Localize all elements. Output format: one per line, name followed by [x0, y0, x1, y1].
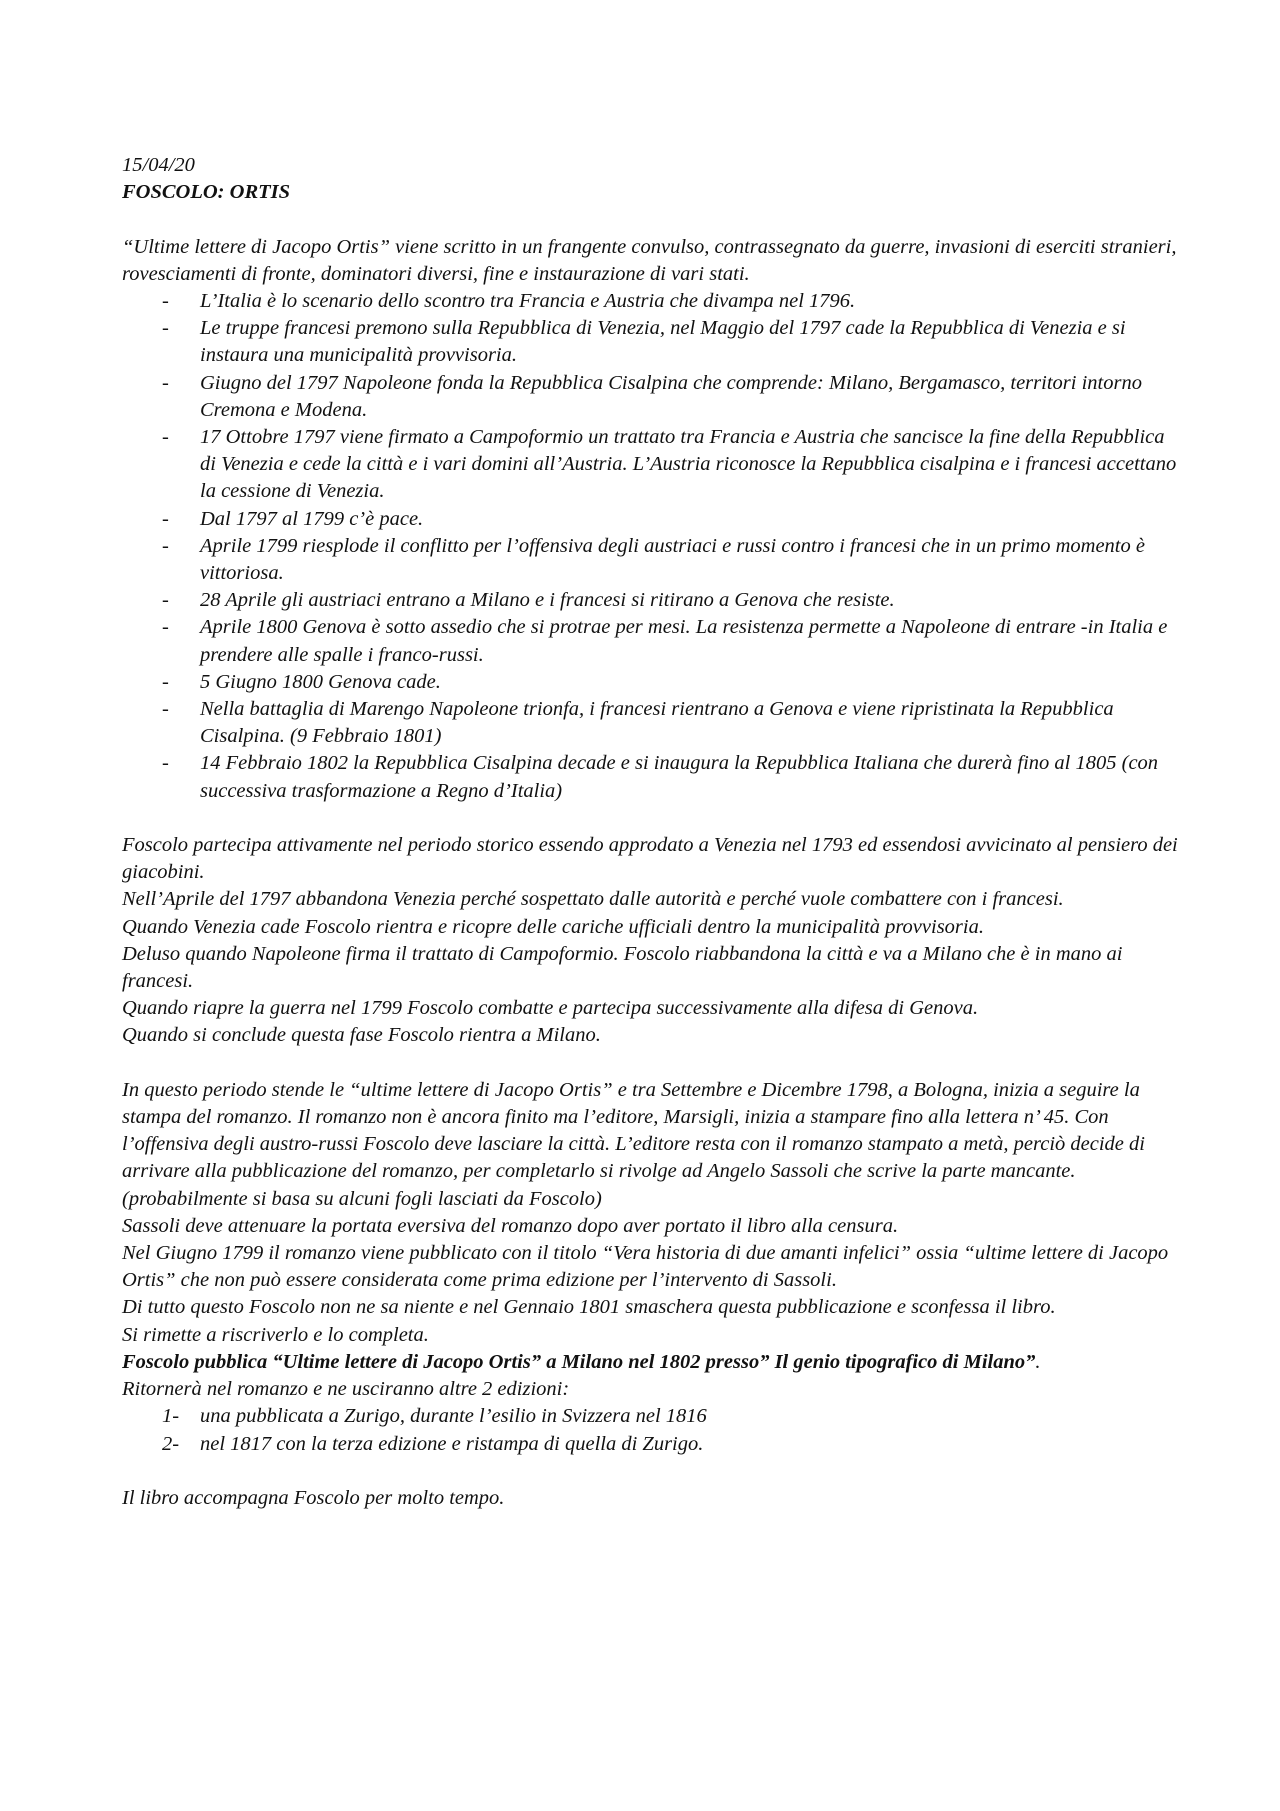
list-item [122, 614, 1182, 668]
list-item [122, 750, 1182, 804]
bullet-marker: - [162, 670, 169, 693]
event-text: Giugno del 1797 Napoleone fonda la Repubblica Cisalpina che comprende: Milano, Bergamasco, territori intorno Cremona e Modena. [200, 371, 1142, 421]
event-text: L’Italia è lo scenario dello scontro tra Francia e Austria che divampa nel 1796. [200, 290, 856, 312]
list-item [122, 1403, 1182, 1430]
bullet-marker: - [162, 426, 169, 449]
key-fact-trailing: . [1035, 1350, 1041, 1373]
bullet-marker: - [162, 507, 169, 530]
document-page [122, 152, 1182, 1512]
list-item [122, 315, 1182, 369]
list-item [122, 533, 1182, 587]
edition-text: nel 1817 con la terza edizione e ristampa di quella di Zurigo. [200, 1432, 704, 1455]
event-text: Aprile 1799 riesplode il conflitto per l’offensiva degli austriaci e russi contro i francesi che in un primo momento è vittoriosa. [200, 534, 1145, 585]
list-item [122, 669, 1182, 696]
biography-line: Deluso quando Napoleone firma il trattato di Campoformio. Foscolo riabbandona la città e va a Milano che è in mano ai francesi. [122, 942, 1123, 993]
spacer [122, 1458, 1182, 1485]
editions-intro: Ritornerà nel romanzo e ne usciranno altre 2 edizioni: [122, 1378, 570, 1401]
publication-paragraph: Si rimette a riscriverlo e lo completa. [122, 1323, 429, 1346]
publication-paragraph: In questo periodo stende le “ultime lettere di Jacopo Ortis” e tra Settembre e Dicembre 1798, a Bologna, inizia a seguire la stampa del romanzo. Il romanzo non è ancora finito ma l’editore, Marsigli, inizia a stampare fino alla lettera n’ 45. Con l’offensiva degli austro-russi Foscolo deve lasciare la città. L’editore resta con il romanzo stampato a metà, perciò decide di arrivare alla pubblicazione del romanzo, per completarlo si rivolge ad Angelo Sassoli che scrive la parte mancante. (probabilmente si basa su alcuni fogli lasciati da Foscolo) [122, 1078, 1145, 1210]
biography-line: Quando si conclude questa fase Foscolo rientra a Milano. [122, 1024, 601, 1047]
event-text: Le truppe francesi premono sulla Repubblica di Venezia, nel Maggio del 1797 cade la Repubblica di Venezia e si instaura una municipalità provvisoria. [200, 317, 1126, 367]
bullet-marker: - [162, 589, 169, 612]
publication-paragraph: Di tutto questo Foscolo non ne sa niente e nel Gennaio 1801 smaschera questa pubblicazione e sconfessa il libro. [122, 1296, 1056, 1319]
events-list [122, 288, 1182, 805]
biography-line: Quando riapre la guerra nel 1799 Foscolo combatte e partecipa successivamente alla difesa di Genova. [122, 997, 979, 1020]
event-text: Nella battaglia di Marengo Napoleone trionfa, i francesi rientrano a Genova e viene ripristinata la Repubblica Cisalpina. (9 Febbraio 1801) [200, 698, 1114, 748]
number-marker: 2- [162, 1432, 180, 1455]
list-item [122, 424, 1182, 506]
bullet-marker: - [162, 534, 169, 557]
spacer [122, 1050, 1182, 1077]
spacer [122, 206, 1182, 233]
number-marker: 1- [162, 1405, 180, 1428]
date-line: 15/04/20 [122, 154, 195, 176]
event-text: 28 Aprile gli austriaci entrano a Milano e i francesi si ritirano a Genova che resiste. [200, 589, 895, 612]
event-text: 14 Febbraio 1802 la Repubblica Cisalpina decade e si inaugura la Repubblica Italiana che durerà fino al 1805 (con successiva trasformazione a Regno d’Italia) [200, 752, 1159, 802]
editions-list [122, 1403, 1182, 1457]
event-text: 5 Giugno 1800 Genova cade. [200, 670, 441, 693]
bullet-marker: - [162, 290, 169, 312]
biography-line: Nell’Aprile del 1797 abbandona Venezia perché sospettato dalle autorità e perché vuole combattere con i francesi. [122, 888, 1064, 911]
document-title: FOSCOLO: ORTIS [122, 181, 291, 204]
bullet-marker: - [162, 317, 169, 340]
biography-line: Quando Venezia cade Foscolo rientra e ricopre delle cariche ufficiali dentro la municipalità provvisoria. [122, 915, 984, 938]
spacer [122, 805, 1182, 832]
bullet-marker: - [162, 371, 169, 394]
list-item [122, 288, 1182, 315]
list-item [122, 506, 1182, 533]
closing-line: Il libro accompagna Foscolo per molto tempo. [122, 1486, 505, 1509]
event-text: Dal 1797 al 1799 c’è pace. [200, 507, 424, 530]
intro-paragraph: “Ultime lettere di Jacopo Ortis” viene scritto in un frangente convulso, contrassegnato da guerre, invasioni di eserciti stranieri, rovesciamenti di fronte, dominatori diversi, fine e instaurazione di vari stati. [122, 235, 1177, 285]
list-item [122, 370, 1182, 424]
bullet-marker: - [162, 752, 169, 775]
edition-text: una pubblicata a Zurigo, durante l’esilio in Svizzera nel 1816 [200, 1405, 707, 1428]
key-fact-bold: Foscolo pubblica “Ultime lettere di Jacopo Ortis” a Milano nel 1802 presso” Il genio tipografico di Milano” [122, 1350, 1036, 1373]
list-item [122, 696, 1182, 750]
publication-paragraph: Sassoli deve attenuare la portata eversiva del romanzo dopo aver portato il libro alla censura. [122, 1214, 899, 1237]
event-text: 17 Ottobre 1797 viene firmato a Campoformio un trattato tra Francia e Austria che sancisce la fine della Repubblica di Venezia e cede la città e i vari domini all’Austria. L’Austria riconosce la Repubblica cisalpina e i francesi accettano la cessione di Venezia. [200, 426, 1177, 503]
event-text: Aprile 1800 Genova è sotto assedio che si protrae per mesi. La resistenza permette a Napoleone di entrare -in Italia e prendere alle spalle i franco-russi. [200, 616, 1168, 666]
biography-line: Foscolo partecipa attivamente nel periodo storico essendo approdato a Venezia nel 1793 ed essendosi avvicinato al pensiero dei giacobini. [122, 834, 1178, 884]
bullet-marker: - [162, 616, 169, 639]
list-item [122, 1431, 1182, 1458]
key-fact-paragraph [122, 1349, 1182, 1376]
publication-paragraph: Nel Giugno 1799 il romanzo viene pubblicato con il titolo “Vera historia di due amanti infelici” ossia “ultime lettere di Jacopo Ortis” che non può essere considerata come prima edizione per l’intervento di Sassoli. [122, 1242, 1169, 1292]
bullet-marker: - [162, 698, 169, 721]
list-item [122, 587, 1182, 614]
